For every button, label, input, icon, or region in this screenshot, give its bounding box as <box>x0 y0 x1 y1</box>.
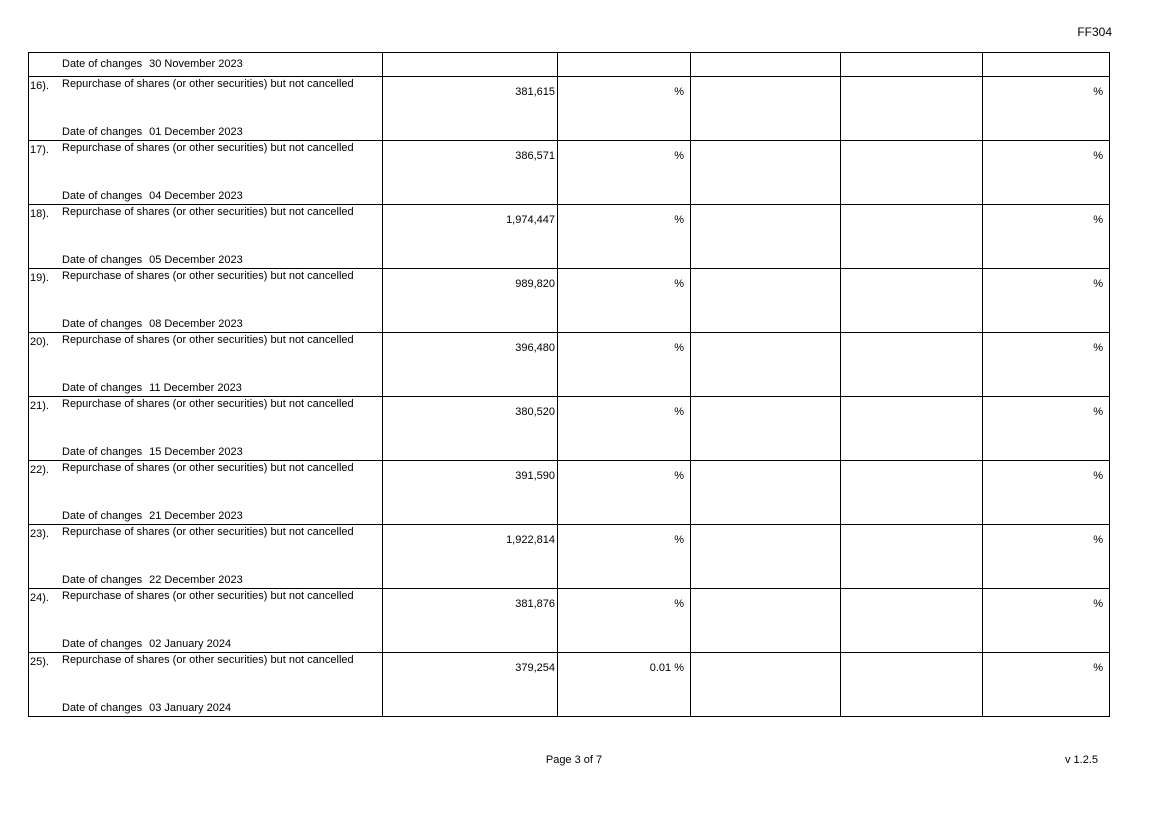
percent-cell-2: % <box>983 205 1110 269</box>
empty-cell <box>841 333 983 397</box>
percent-cell-2: % <box>983 333 1110 397</box>
table-row <box>29 525 1110 589</box>
change-date: Date of changes 30 November 2023 <box>62 58 243 70</box>
table-row <box>29 333 1110 397</box>
change-date: Date of changes 22 December 2023 <box>62 574 243 586</box>
percent-cell: % <box>558 525 691 589</box>
empty-cell <box>691 53 841 77</box>
empty-cell <box>691 269 841 333</box>
description-cell <box>29 461 383 525</box>
percent-cell: % <box>558 397 691 461</box>
item-description: Repurchase of shares (or other securities) but not cancelled <box>62 398 354 410</box>
empty-cell <box>841 653 983 717</box>
item-description: Repurchase of shares (or other securities) but not cancelled <box>62 654 354 666</box>
shares-cell: 1,922,814 <box>383 525 558 589</box>
table-row <box>29 53 1110 77</box>
empty-cell <box>841 525 983 589</box>
empty-cell <box>841 53 983 77</box>
item-number: 18). <box>30 208 49 220</box>
percent-cell: % <box>558 333 691 397</box>
table-row <box>29 205 1110 269</box>
percent-cell-2: % <box>983 589 1110 653</box>
percent-cell-2: % <box>983 77 1110 141</box>
change-date: Date of changes 05 December 2023 <box>62 254 243 266</box>
change-date: Date of changes 02 January 2024 <box>62 638 232 650</box>
change-date: Date of changes 21 December 2023 <box>62 510 243 522</box>
item-description: Repurchase of shares (or other securities) but not cancelled <box>62 206 354 218</box>
shares-cell: 1,974,447 <box>383 205 558 269</box>
item-description: Repurchase of shares (or other securities) but not cancelled <box>62 526 354 538</box>
description-cell <box>29 269 383 333</box>
description-cell <box>29 141 383 205</box>
table-row <box>29 461 1110 525</box>
shares-cell: 380,520 <box>383 397 558 461</box>
description-cell <box>29 653 383 717</box>
item-number: 22). <box>30 464 49 476</box>
percent-cell: % <box>558 461 691 525</box>
empty-cell <box>841 77 983 141</box>
empty-cell <box>841 269 983 333</box>
item-description: Repurchase of shares (or other securities) but not cancelled <box>62 270 354 282</box>
percent-cell-2 <box>983 53 1110 77</box>
empty-cell <box>691 205 841 269</box>
change-date: Date of changes 15 December 2023 <box>62 446 243 458</box>
version-label: v 1.2.5 <box>1064 754 1098 766</box>
item-number: 21). <box>30 400 49 412</box>
item-description: Repurchase of shares (or other securities) but not cancelled <box>62 590 354 602</box>
table-row <box>29 397 1110 461</box>
shares-cell: 386,571 <box>383 141 558 205</box>
table-row <box>29 269 1110 333</box>
empty-cell <box>691 589 841 653</box>
item-description: Repurchase of shares (or other securities) but not cancelled <box>62 334 354 346</box>
percent-cell <box>558 53 691 77</box>
change-date: Date of changes 04 December 2023 <box>62 190 243 202</box>
description-cell <box>29 589 383 653</box>
description-cell <box>29 333 383 397</box>
item-description: Repurchase of shares (or other securities) but not cancelled <box>62 462 354 474</box>
item-number: 25). <box>30 656 49 668</box>
shares-cell: 989,820 <box>383 269 558 333</box>
empty-cell <box>691 461 841 525</box>
empty-cell <box>691 397 841 461</box>
empty-cell <box>841 205 983 269</box>
change-date: Date of changes 03 January 2024 <box>62 702 232 714</box>
item-description: Repurchase of shares (or other securities) but not cancelled <box>62 78 354 90</box>
percent-cell-2: % <box>983 525 1110 589</box>
percent-cell: % <box>558 77 691 141</box>
description-cell <box>29 205 383 269</box>
description-cell <box>29 77 383 141</box>
shares-cell: 381,876 <box>383 589 558 653</box>
shares-cell <box>383 53 558 77</box>
table-row <box>29 653 1110 717</box>
percent-cell-2: % <box>983 269 1110 333</box>
percent-cell: % <box>558 589 691 653</box>
empty-cell <box>691 333 841 397</box>
shares-cell: 379,254 <box>383 653 558 717</box>
description-cell <box>29 397 383 461</box>
item-number: 17). <box>30 144 49 156</box>
description-cell <box>29 525 383 589</box>
table-row <box>29 589 1110 653</box>
table-row <box>29 141 1110 205</box>
percent-cell-2: % <box>983 141 1110 205</box>
percent-cell: % <box>558 205 691 269</box>
shares-cell: 381,615 <box>383 77 558 141</box>
item-number: 23). <box>30 528 49 540</box>
changes-table <box>28 52 1110 717</box>
change-date: Date of changes 01 December 2023 <box>62 126 243 138</box>
percent-cell: % <box>558 141 691 205</box>
percent-cell-2: % <box>983 461 1110 525</box>
empty-cell <box>841 141 983 205</box>
item-number: 20). <box>30 336 49 348</box>
empty-cell <box>691 525 841 589</box>
percent-cell-2: % <box>983 653 1110 717</box>
description-cell <box>29 53 383 77</box>
form-code: FF304 <box>1077 25 1112 39</box>
table-row <box>29 77 1110 141</box>
shares-cell: 396,480 <box>383 333 558 397</box>
item-number: 24). <box>30 592 49 604</box>
percent-cell: % <box>558 269 691 333</box>
change-date: Date of changes 11 December 2023 <box>62 382 242 394</box>
percent-cell: 0.01 % <box>558 653 691 717</box>
change-date: Date of changes 08 December 2023 <box>62 318 243 330</box>
item-number: 19). <box>30 272 49 284</box>
page-number: Page 3 of 7 <box>545 754 603 766</box>
shares-cell: 391,590 <box>383 461 558 525</box>
empty-cell <box>691 653 841 717</box>
item-description: Repurchase of shares (or other securities) but not cancelled <box>62 142 354 154</box>
empty-cell <box>841 397 983 461</box>
empty-cell <box>691 77 841 141</box>
empty-cell <box>841 589 983 653</box>
percent-cell-2: % <box>983 397 1110 461</box>
empty-cell <box>841 461 983 525</box>
item-number: 16). <box>30 80 49 92</box>
empty-cell <box>691 141 841 205</box>
